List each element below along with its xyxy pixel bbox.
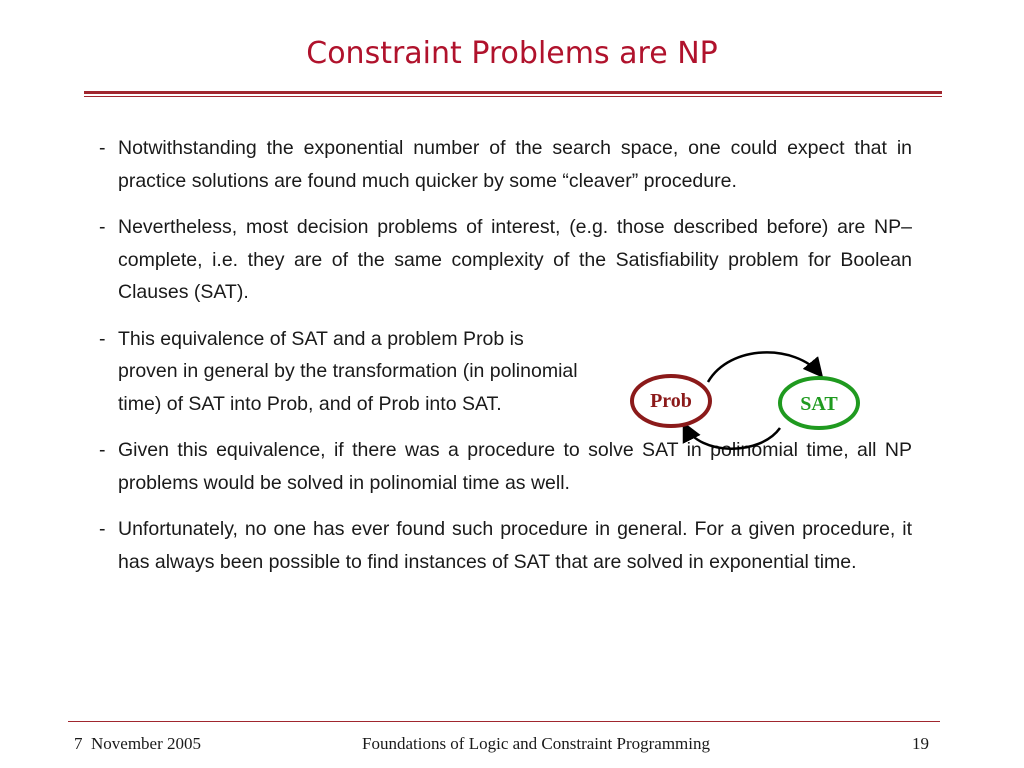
bullet-dash: - (99, 439, 106, 461)
bullet-item (96, 132, 912, 197)
bullet-item (96, 211, 912, 309)
title-divider (84, 91, 942, 94)
arrow-prob-to-sat (708, 352, 820, 382)
bullet-text: Given this equivalence, if there was a procedure to solve SAT in polinomial time, all NP problems would be solved in polinomial time as well. (118, 439, 912, 494)
bullet-text: This equivalence of SAT and a problem Prob is proven in general by the transformation (in polinomial time) of SAT into Prob, and of Prob into SAT. (118, 327, 578, 415)
bullet-dash: - (99, 216, 106, 238)
bullet-text: Notwithstanding the exponential number of the search space, one could expect that in practice solutions are found much quicker by some “cleaver” procedure. (118, 137, 912, 192)
sat-node-label: SAT (800, 393, 838, 415)
arrow-sat-to-prob (685, 426, 780, 449)
bullet-dash: - (99, 327, 106, 350)
bullet-text: Unfortunately, no one has ever found such procedure in general. For a given procedure, it has always been possible to find instances of SAT that are solved in exponential time. (118, 518, 912, 573)
footer-divider (68, 721, 940, 722)
prob-node-label: Prob (650, 390, 692, 412)
footer-date: 7 November 2005 (74, 734, 202, 753)
slide-title: Constraint Problems are NP (306, 36, 718, 71)
bullet-dash: - (99, 137, 106, 159)
bullet-text: Nevertheless, most decision problems of interest, (e.g. those described before) are NP–complete, i.e. they are of the same complexity of the Satisfiability problem for Boolean Clauses (SAT). (118, 216, 912, 303)
bullet-item (96, 513, 912, 578)
title-divider-thin (84, 96, 942, 97)
bullet-item (96, 323, 583, 421)
page-number: 19 (912, 734, 929, 753)
reduction-diagram (620, 346, 880, 466)
bullet-dash: - (99, 518, 106, 540)
footer-course-title: Foundations of Logic and Constraint Programming (362, 734, 710, 753)
